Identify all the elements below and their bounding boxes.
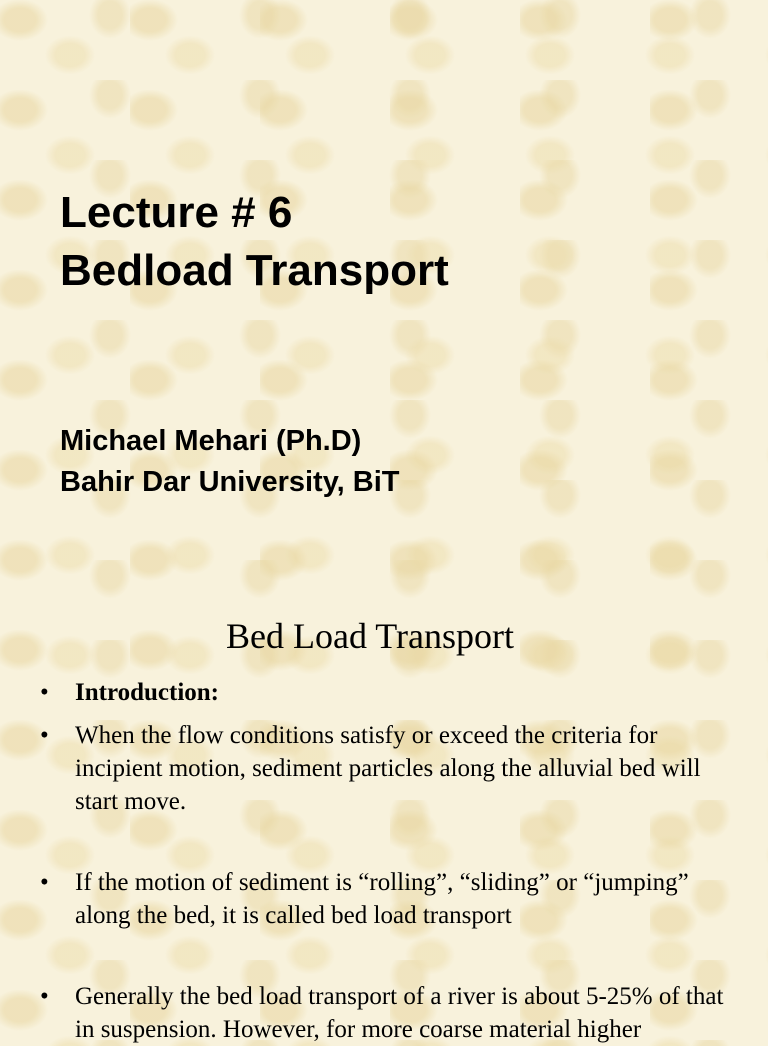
list-item xyxy=(40,980,740,1046)
list-item xyxy=(40,676,740,709)
author-name: Michael Mehari (Ph.D) xyxy=(60,425,362,457)
bullet-marker: • xyxy=(40,722,49,749)
bullet-text: Introduction: xyxy=(75,679,220,706)
bullet-text: If the motion of sediment is “rolling”, “sliding” or “jumping” along the bed, it is called bed load transport xyxy=(75,869,689,929)
slide2-title: Bed Load Transport xyxy=(226,616,514,656)
bullet-text: When the flow conditions satisfy or exceed the criteria for incipient motion, sediment particles along the alluvial bed will start move. xyxy=(75,722,701,815)
bullet-text: Generally the bed load transport of a river is about 5-25% of that in suspension. However, for more coarse material higher xyxy=(75,983,724,1043)
bullet-marker: • xyxy=(40,983,49,1010)
list-item xyxy=(40,866,740,932)
slide-title xyxy=(60,184,449,300)
author-affiliation: Bahir Dar University, BiT xyxy=(60,466,400,498)
author-info xyxy=(60,421,400,503)
lecture-topic: Bedload Transport xyxy=(60,246,449,295)
bullet-marker: • xyxy=(40,869,49,896)
lecture-number: Lecture # 6 xyxy=(60,188,293,237)
slide-2 xyxy=(0,576,768,1043)
bullet-list xyxy=(40,676,740,1046)
list-item xyxy=(40,719,740,818)
bullet-marker: • xyxy=(40,679,49,706)
